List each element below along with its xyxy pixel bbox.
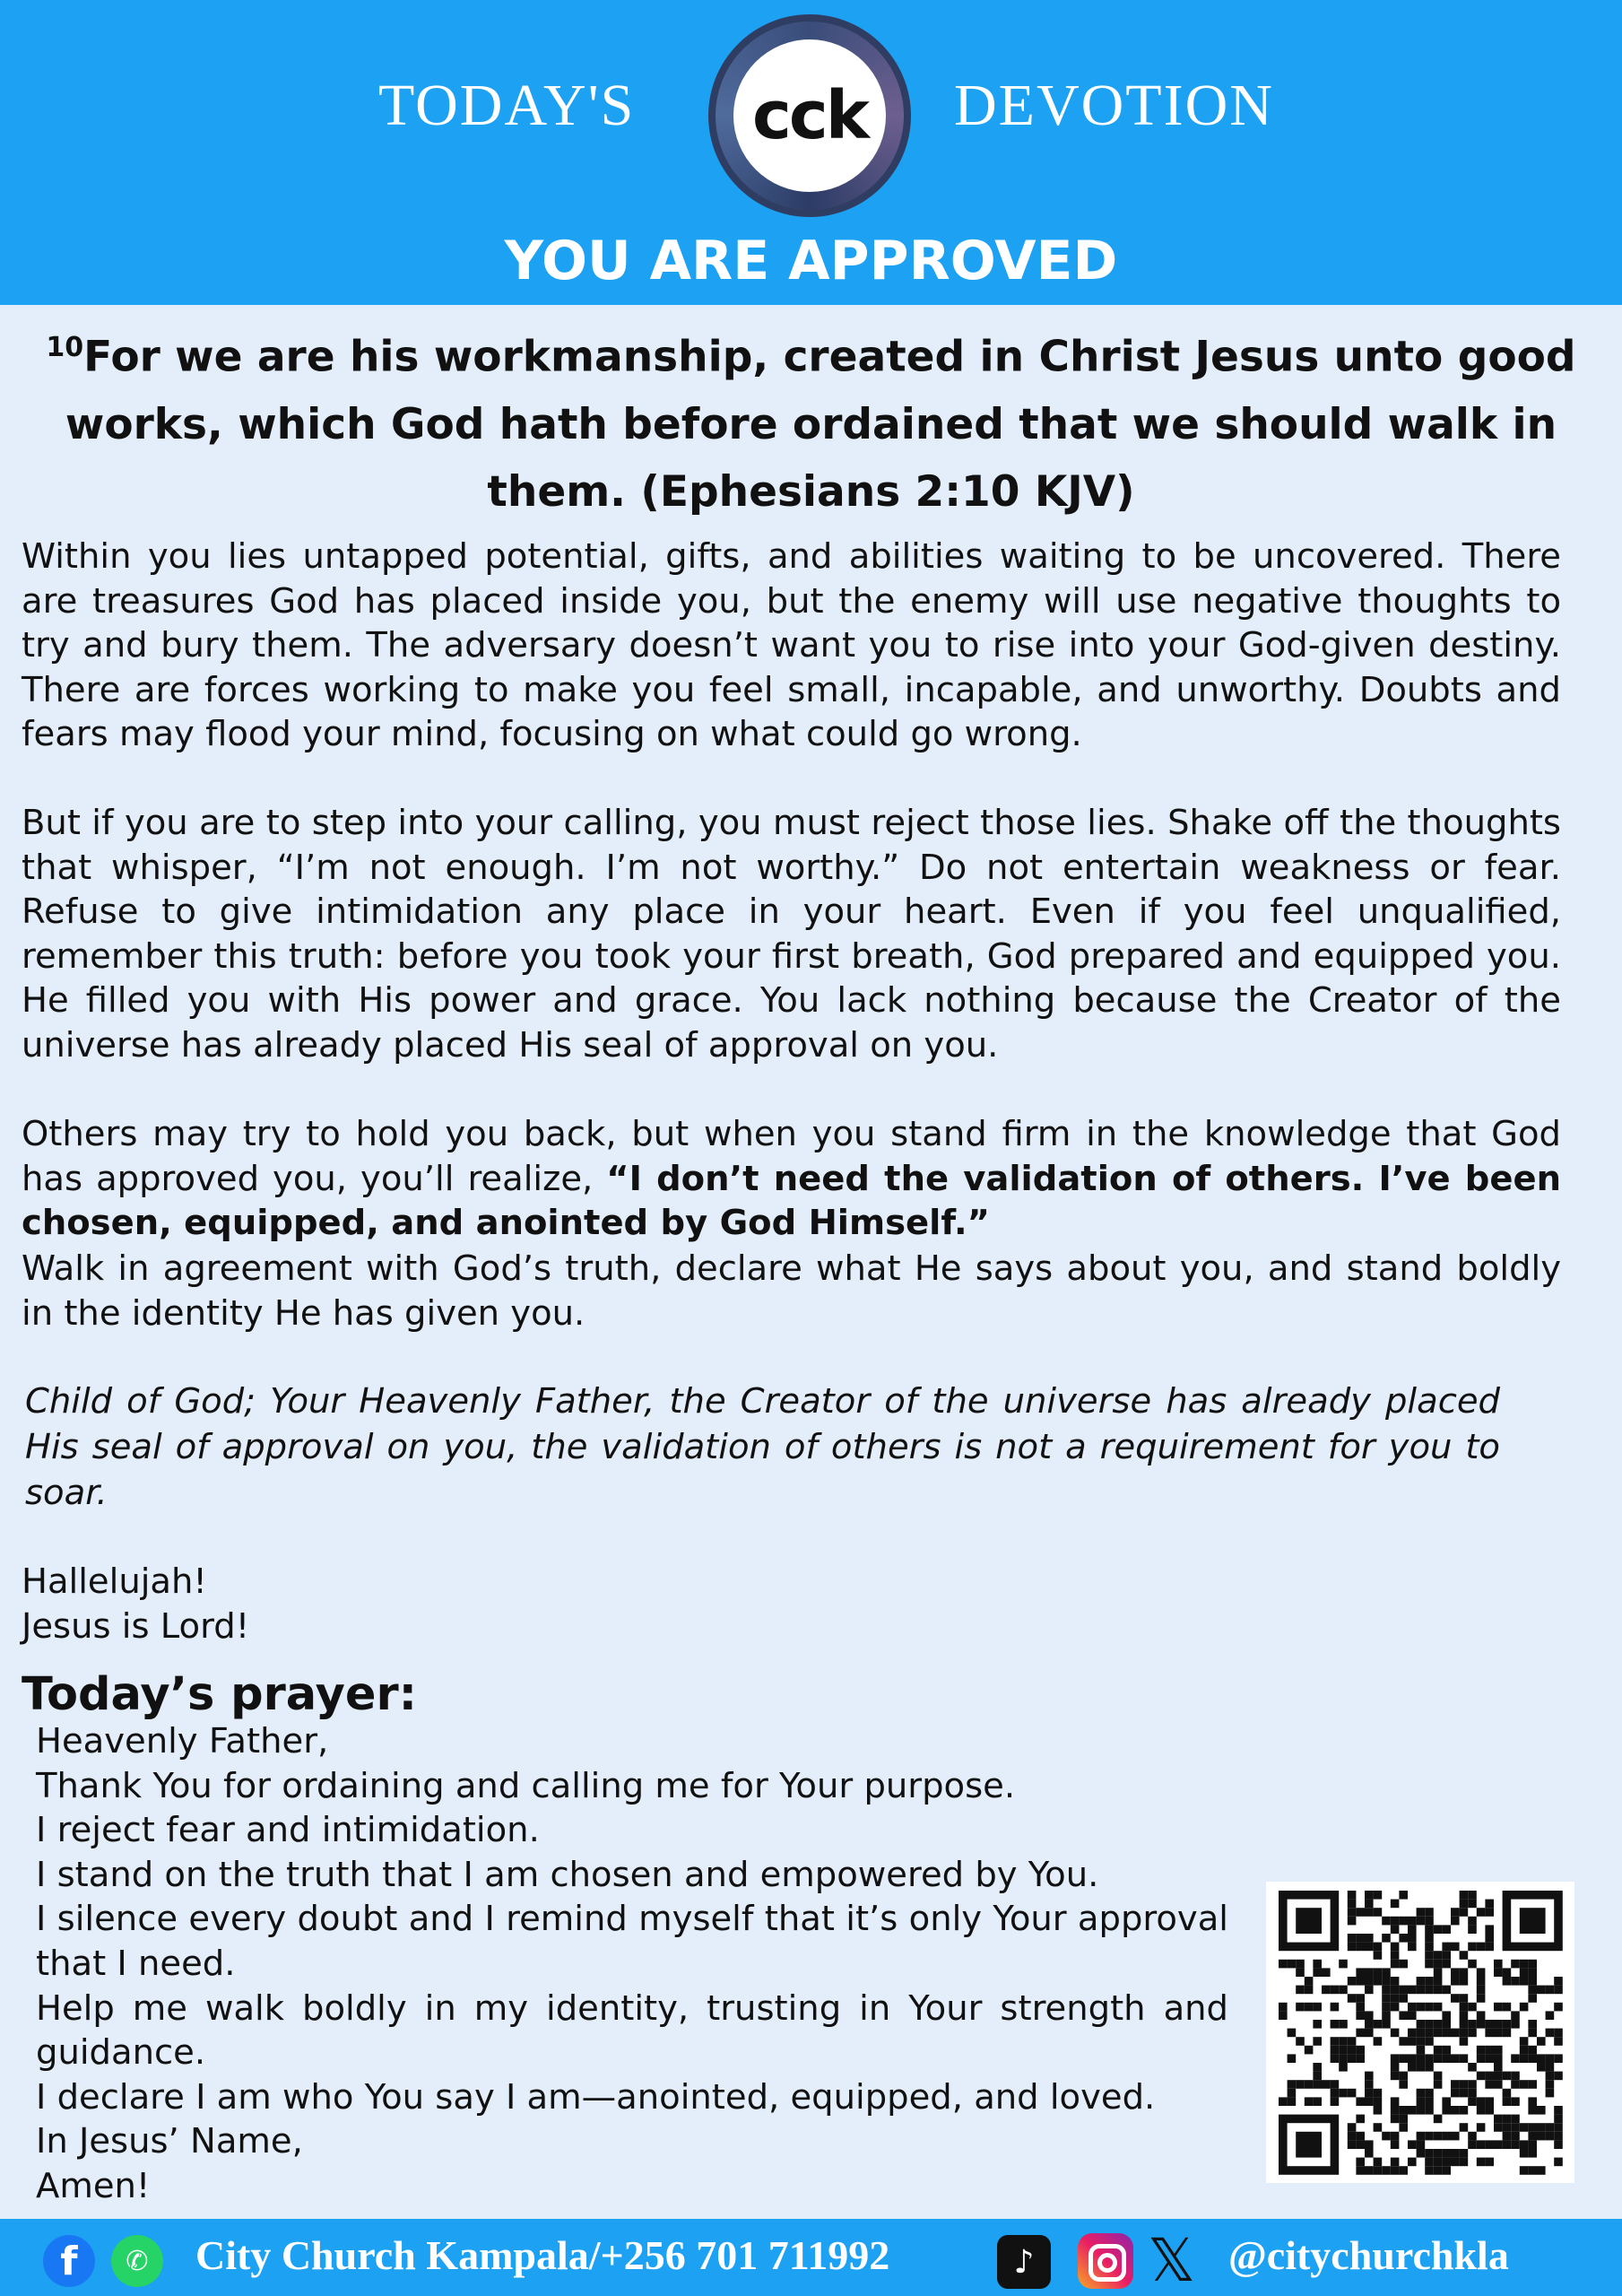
prayer-line: Help me walk boldly in my identity, trusting in Your strength and guidance. bbox=[36, 1987, 1228, 2074]
prayer-heading: Today’s prayer: bbox=[22, 1668, 418, 1721]
paragraph-3-quote: “I don’t need the validation of others. I’ve been chosen, equipped, and anointed by God Himself.” bbox=[22, 1158, 1562, 1243]
social-handle: @citychurchkla bbox=[1228, 2232, 1509, 2278]
cck-logo bbox=[708, 14, 911, 217]
hallelujah-text: Hallelujah! bbox=[22, 1561, 207, 1602]
header-left-word: TODAY'S bbox=[378, 73, 636, 138]
header-right-word: DEVOTION bbox=[954, 73, 1274, 138]
scripture-verse bbox=[45, 314, 1577, 526]
paragraph-4: Walk in agreement with God’s truth, declare what He says about you, and stand boldly in the identity He has given you. bbox=[22, 1248, 1561, 1334]
prayer-text bbox=[36, 1719, 1228, 2209]
devotion-title: YOU ARE APPROVED bbox=[504, 230, 1118, 292]
tiktok-icon[interactable]: ♪ bbox=[997, 2235, 1051, 2289]
logo-badge bbox=[733, 39, 886, 192]
closing-declaration bbox=[22, 1560, 249, 1649]
prayer-line: I declare I am who You say I am—anointed, equipped, and loved. bbox=[36, 2076, 1156, 2118]
instagram-lens bbox=[1097, 2253, 1117, 2273]
paragraph-3 bbox=[22, 1112, 1561, 1246]
paragraph-3-text: Others may try to hold you back, but when you stand firm in the knowledge that God has approved you, you’ll realize, bbox=[22, 1114, 1561, 1199]
x-icon[interactable]: 𝕏 bbox=[1148, 2226, 1196, 2295]
paragraph-2: But if you are to step into your calling, you must reject those lies. Shake off the thoughts that whisper, “I’m not enough. I’m not worthy.” Do not entertain weakness or fear. Refuse to give intimidation any place in your heart. Even if you feel unqualified, remember this truth: before you took your first breath, God prepared and equipped you. He filled you with His power and grace. You lack nothing because the Creator of the universe has already placed His seal of approval on you. bbox=[22, 803, 1561, 1065]
footer-bar bbox=[0, 2219, 1622, 2296]
instagram-icon[interactable] bbox=[1078, 2233, 1133, 2289]
prayer-line: Amen! bbox=[36, 2165, 151, 2206]
verse-text: For we are his workmanship, created in Christ Jesus unto good works, which God hath before ordained that we should walk in them. (Ephesians 2:10 KJV) bbox=[65, 332, 1576, 517]
contact-text: City Church Kampala/+256 701 711992 bbox=[195, 2232, 890, 2278]
whatsapp-icon[interactable]: ✆ bbox=[111, 2235, 163, 2287]
encouragement-text: Child of God; Your Heavenly Father, the Creator of the universe has already placed His seal of approval on you, the validation of others is not a requirement for you to soar. bbox=[25, 1381, 1500, 1513]
prayer-line: Thank You for ordaining and calling me for Your purpose. bbox=[36, 1765, 1016, 1806]
verse-number: 10 bbox=[46, 332, 84, 363]
header-banner bbox=[0, 0, 1622, 305]
prayer-line: I stand on the truth that I am chosen and empowered by You. bbox=[36, 1854, 1099, 1895]
jesus-is-lord-text: Jesus is Lord! bbox=[22, 1606, 250, 1647]
prayer-line: In Jesus’ Name, bbox=[36, 2121, 303, 2162]
qr-code-graphic bbox=[1266, 1882, 1574, 2183]
prayer-line: Heavenly Father, bbox=[36, 1721, 329, 1761]
qr-code[interactable] bbox=[1266, 1882, 1574, 2183]
prayer-line: I reject fear and intimidation. bbox=[36, 1810, 540, 1851]
facebook-icon[interactable]: f bbox=[43, 2235, 95, 2287]
paragraph-1: Within you lies untapped potential, gifts, and abilities waiting to be uncovered. There are treasures God has placed inside you, but the enemy will use negative thoughts to try and bury them. The adversary doesn’t want you to rise into your God-given destiny. There are forces working to make you feel small, incapable, and unworthy. Doubts and fears may flood your mind, focusing on what could go wrong. bbox=[22, 536, 1561, 754]
logo-text: cck bbox=[752, 77, 867, 154]
prayer-line: I silence every doubt and I remind myself that it’s only Your approval that I need. bbox=[36, 1899, 1228, 1984]
